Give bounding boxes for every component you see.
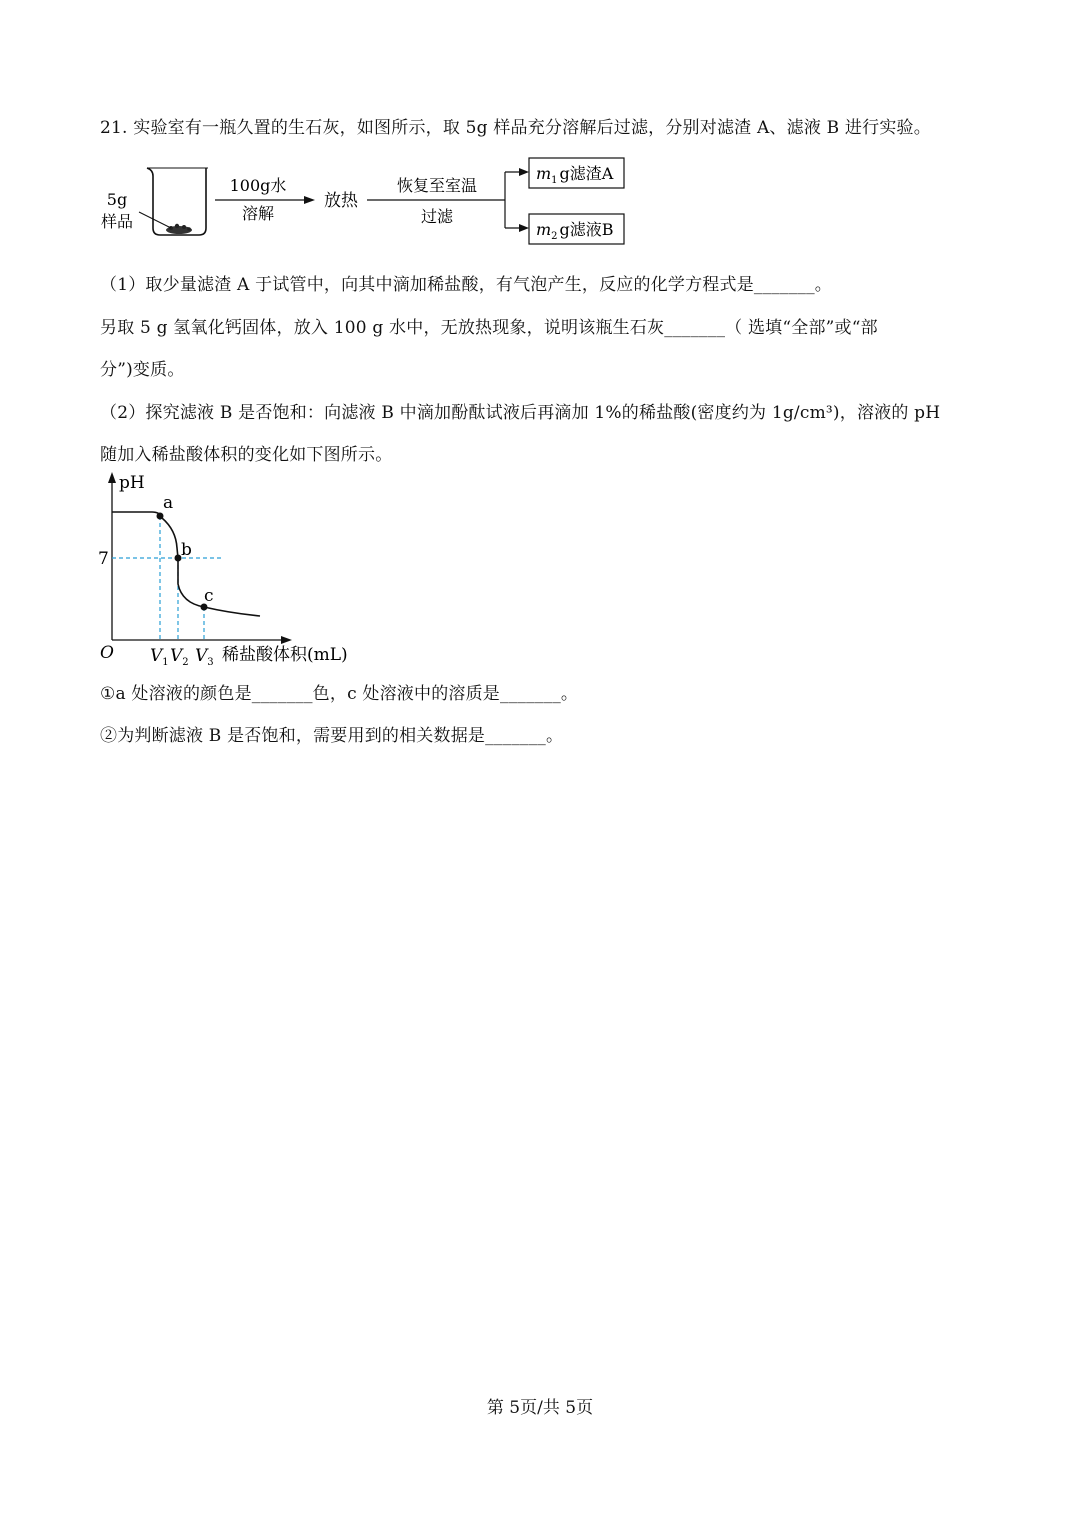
arrow1-head [304,196,315,204]
arrow2-bottom-label: 过滤 [420,207,454,226]
point-c-label: c [204,586,214,606]
branch-arrow-b [519,224,529,232]
experiment-flow-diagram [95,150,655,250]
subquestion-1: ①a 处溶液的颜色是_______色，c 处溶液中的溶质是_______。 [100,684,579,704]
point-a [157,513,164,520]
sample-label-2: 样品 [100,212,134,231]
x-tick-v2: $V_2$ [170,646,189,668]
part2-text-2: 随加入稀盐酸体积的变化如下图所示。 [100,445,393,465]
subquestion-2: ②为判断滤液 B 是否饱和，需要用到的相关数据是_______。 [100,726,564,746]
x-axis-label: 稀盐酸体积(mL) [222,645,348,665]
point-b-label: b [181,540,192,560]
x-axis-arrow [281,636,292,644]
y-axis-label: pH [119,473,145,493]
part1-text: （1）取少量滤渣 A 于试管中，向其中滴加稀盐酸，有气泡产生，反应的化学方程式是_______。 [100,275,832,295]
arrow1-bottom-label: 溶解 [241,204,275,223]
ph-curve [112,512,260,616]
point-a-label: a [163,493,174,513]
beaker-icon [147,168,208,235]
arrow1-top-label: 100g水 [229,176,287,195]
question-intro: 21. 实验室有一瓶久置的生石灰，如图所示，取 5g 样品充分溶解后过滤，分别对滤渣 A、滤液 B 进行实验。 [100,118,931,138]
sample-pointer [139,212,171,228]
svg-text:m2g滤液B: $m_2$ g滤液B [536,220,614,242]
part1-text-3: 分”)变质。 [100,360,185,380]
page-footer: 第 5页/共 5页 [486,1398,594,1418]
svg-text:m1g滤渣A: $m_1$ g滤渣A [536,164,614,186]
part1-text-2: 另取 5 g 氢氧化钙固体，放入 100 g 水中，无放热现象，说明该瓶生石灰_______（ 选填“全部”或“部 [100,318,878,338]
step-exotherm: 放热 [324,191,358,211]
sample-label-1: 5g [106,190,128,209]
x-tick-v1: $V_1$ [150,646,169,668]
x-tick-v3: $V_3$ [195,646,214,668]
arrow2-top-label: 恢复至室温 [396,176,478,195]
ph-titration-chart [90,466,380,671]
branch-arrow-a [519,168,529,176]
origin-label: O [100,643,114,663]
y-axis-arrow [108,472,116,483]
y-tick-7: 7 [98,549,109,569]
part2-text: （2）探究滤液 B 是否饱和：向滤液 B 中滴加酚酞试液后再滴加 1%的稀盐酸(密度约为 1g/cm³)，溶液的 pH [100,403,941,423]
